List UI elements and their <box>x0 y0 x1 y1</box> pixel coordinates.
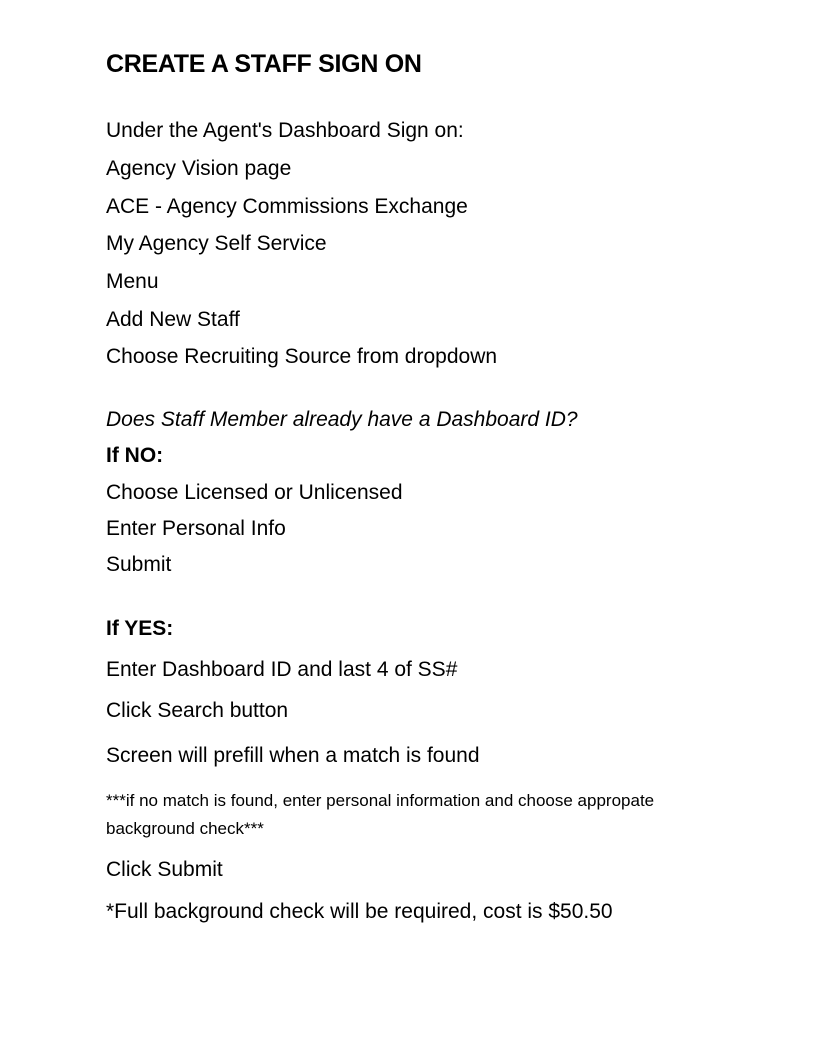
step-dashboard-sign-on: Under the Agent's Dashboard Sign on: <box>106 119 464 142</box>
if-no-step-personal-info: Enter Personal Info <box>106 517 286 540</box>
step-agency-vision: Agency Vision page <box>106 157 292 180</box>
if-yes-click-submit: Click Submit <box>106 858 223 881</box>
step-add-new-staff: Add New Staff <box>106 308 240 331</box>
step-menu: Menu <box>106 270 159 293</box>
if-yes-step-prefill: Screen will prefill when a match is found <box>106 744 480 767</box>
if-yes-step-search: Click Search button <box>106 699 289 722</box>
if-no-step-submit: Submit <box>106 553 172 576</box>
if-no-heading: If NO: <box>106 444 164 467</box>
step-recruiting-source: Choose Recruiting Source from dropdown <box>106 345 498 368</box>
if-yes-step-dashboard-id: Enter Dashboard ID and last 4 of SS# <box>106 658 458 681</box>
if-yes-heading: If YES: <box>106 617 174 640</box>
no-match-note: ***if no match is found, enter personal information and choose appropate background check*** <box>106 791 655 838</box>
step-ace: ACE - Agency Commissions Exchange <box>106 195 468 218</box>
step-self-service: My Agency Self Service <box>106 232 327 255</box>
background-check-footnote: *Full background check will be required, cost is $50.50 <box>106 900 613 923</box>
if-no-step-licensed: Choose Licensed or Unlicensed <box>106 481 403 504</box>
dashboard-id-question: Does Staff Member already have a Dashboard ID? <box>106 408 578 431</box>
page-title: CREATE A STAFF SIGN ON <box>106 50 422 78</box>
